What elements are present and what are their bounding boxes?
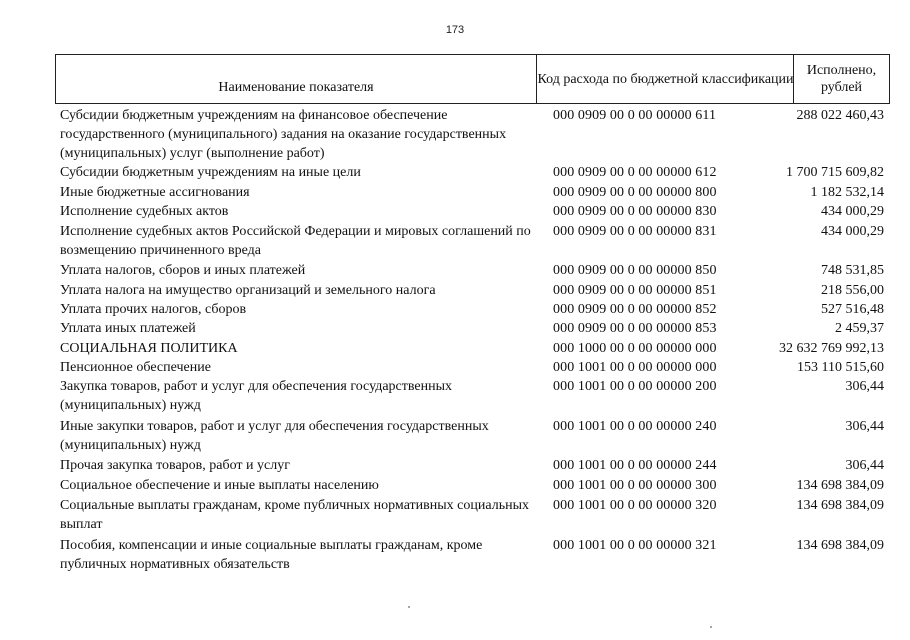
- row-code: 000 0909 00 0 00 00000 800: [553, 185, 717, 200]
- row-name: СОЦИАЛЬНАЯ ПОЛИТИКА: [60, 341, 238, 356]
- row-code: 000 1000 00 0 00 00000 000: [553, 341, 717, 356]
- table-row: [55, 281, 890, 300]
- header-value-column: Исполнено, рублей: [793, 55, 889, 103]
- row-value: 527 516,48: [821, 302, 884, 317]
- table-row: [55, 222, 890, 261]
- row-value: 434 000,29: [821, 224, 884, 239]
- table-row: [55, 339, 890, 358]
- header-code-column: Код расхода по бюджетной классификации: [536, 55, 794, 103]
- row-value: 306,44: [845, 379, 884, 394]
- row-value: 134 698 384,09: [796, 538, 884, 553]
- table-row: [55, 202, 890, 222]
- row-name: Субсидии бюджетным учреждениям на иные цели: [60, 165, 361, 180]
- table-row: [55, 456, 890, 476]
- row-value: 2 459,37: [835, 321, 884, 336]
- row-name: Социальные выплаты гражданам, кроме публичных нормативных социальных выплат: [60, 498, 529, 532]
- row-name: Пособия, компенсации и иные социальные выплаты гражданам, кроме публичных нормативных обязательств: [60, 538, 483, 572]
- row-value: 134 698 384,09: [796, 478, 884, 493]
- row-name: Пенсионное обеспечение: [60, 360, 211, 375]
- row-name: Социальное обеспечение и иные выплаты населению: [60, 478, 379, 493]
- table-row: [55, 417, 890, 456]
- row-code: 000 0909 00 0 00 00000 611: [553, 108, 717, 123]
- row-code: 000 1001 00 0 00 00000 320: [553, 498, 717, 513]
- table-row: [55, 496, 890, 536]
- row-code: 000 1001 00 0 00 00000 244: [553, 458, 717, 473]
- row-value: 134 698 384,09: [796, 498, 884, 513]
- table-row: [55, 163, 890, 183]
- row-name: Уплата иных платежей: [60, 321, 196, 336]
- row-name: Иные закупки товаров, работ и услуг для обеспечения государственных (муниципальных) нужд: [60, 419, 489, 453]
- row-value: 306,44: [845, 458, 884, 473]
- row-name: Уплата налога на имущество организаций и земельного налога: [60, 283, 436, 298]
- table-row: [55, 300, 890, 319]
- row-code: 000 1001 00 0 00 00000 300: [553, 478, 717, 493]
- row-code: 000 0909 00 0 00 00000 830: [553, 204, 717, 219]
- table-header: [55, 54, 890, 104]
- row-value: 1 700 715 609,82: [786, 165, 884, 180]
- row-value: 218 556,00: [821, 283, 884, 298]
- scan-speck: [408, 606, 410, 608]
- header-name-column: Наименование показателя: [218, 79, 374, 95]
- row-code: 000 0909 00 0 00 00000 850: [553, 263, 717, 278]
- row-name: Закупка товаров, работ и услуг для обеспечения государственных (муниципальных) нужд: [60, 379, 453, 413]
- row-value: 288 022 460,43: [796, 108, 884, 123]
- row-name: Уплата налогов, сборов и иных платежей: [60, 263, 306, 278]
- table-row: [55, 536, 890, 576]
- row-name: Субсидии бюджетным учреждениям на финансовое обеспечение государственного (муниципального) задания на оказание государственных (муниципальных) услуг (выполнение работ): [60, 108, 507, 161]
- row-value: 32 632 769 992,13: [779, 341, 884, 356]
- row-code: 000 0909 00 0 00 00000 612: [553, 165, 717, 180]
- row-name: Прочая закупка товаров, работ и услуг: [60, 458, 290, 473]
- table-row: [55, 183, 890, 202]
- row-code: 000 1001 00 0 00 00000 200: [553, 379, 717, 394]
- table-row: [55, 319, 890, 339]
- table-row: [55, 358, 890, 377]
- row-code: 000 0909 00 0 00 00000 851: [553, 283, 717, 298]
- table-row: [55, 261, 890, 281]
- table-body: [55, 106, 890, 576]
- row-code: 000 0909 00 0 00 00000 831: [553, 224, 717, 239]
- row-code: 000 1001 00 0 00 00000 240: [553, 419, 717, 434]
- table-row: [55, 476, 890, 496]
- row-code: 000 1001 00 0 00 00000 321: [553, 538, 717, 553]
- row-value: 1 182 532,14: [810, 185, 884, 200]
- row-name: Уплата прочих налогов, сборов: [60, 302, 247, 317]
- scan-speck: [710, 626, 712, 628]
- row-value: 748 531,85: [821, 263, 884, 278]
- table-row: [55, 377, 890, 417]
- row-code: 000 0909 00 0 00 00000 852: [553, 302, 717, 317]
- row-name: Исполнение судебных актов Российской Федерации и мировых соглашений по возмещению причиненного вреда: [60, 224, 531, 258]
- row-name: Иные бюджетные ассигнования: [60, 185, 250, 200]
- row-name: Исполнение судебных актов: [60, 204, 229, 219]
- row-code: 000 1001 00 0 00 00000 000: [553, 360, 717, 375]
- page-number: 173: [445, 24, 465, 36]
- row-value: 306,44: [845, 419, 884, 434]
- table-row: [55, 106, 890, 163]
- row-code: 000 0909 00 0 00 00000 853: [553, 321, 717, 336]
- row-value: 434 000,29: [821, 204, 884, 219]
- row-value: 153 110 515,60: [797, 360, 884, 375]
